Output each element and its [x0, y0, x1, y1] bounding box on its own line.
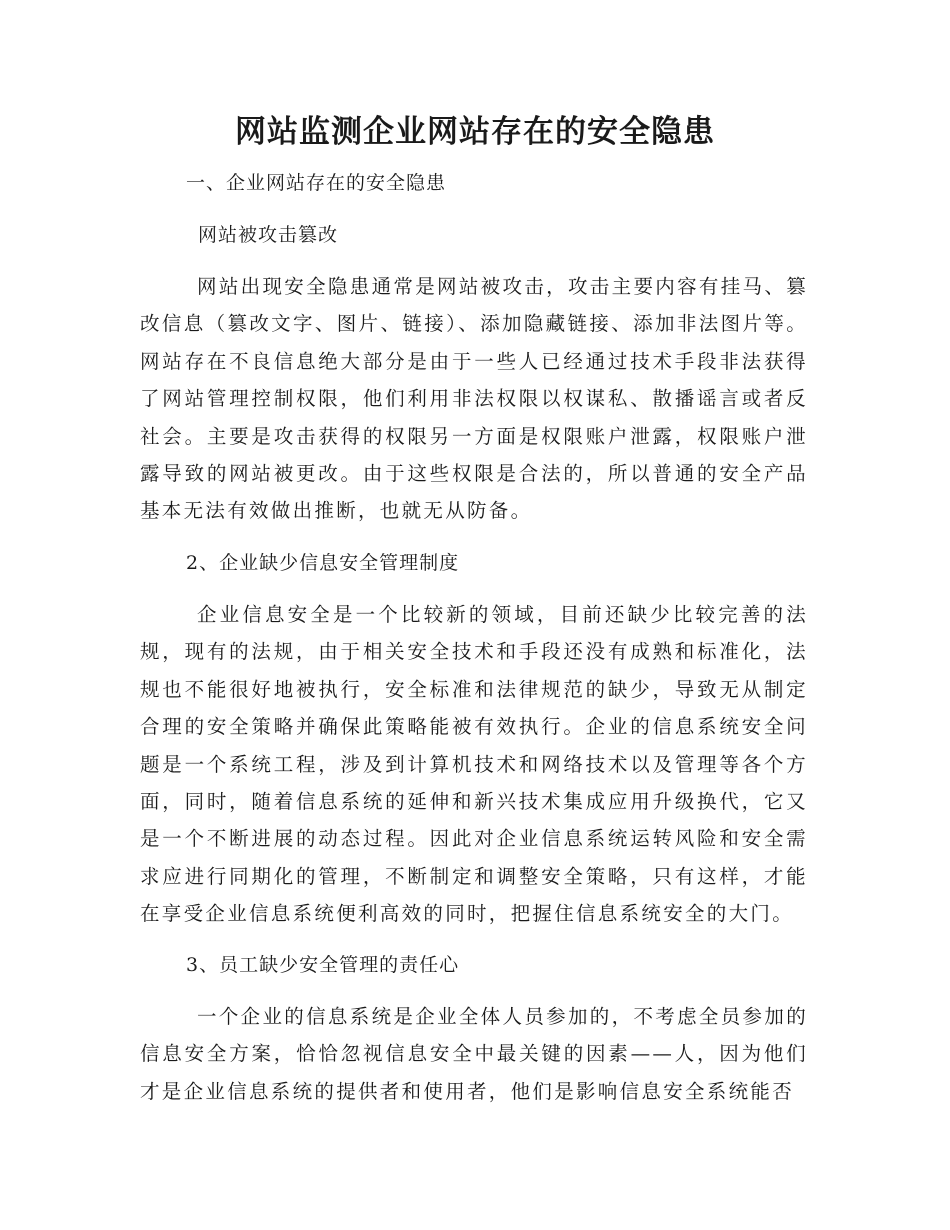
subsection-heading: 网站被攻击篡改: [198, 224, 339, 246]
section-heading-3: 3、员工缺少安全管理的责任心: [186, 954, 460, 976]
document-title: 网站监测企业网站存在的安全隐患: [235, 114, 715, 150]
section-heading-2: 2、企业缺少信息安全管理制度: [186, 552, 460, 574]
paragraph-2: 企业信息安全是一个比较新的领域，目前还缺少比较完善的法规，现有的法规，由于相关安全技术和手段还没有成熟和标准化，法规也不能很好地被执行，安全标准和法律规范的缺少，导致无从制定合理的安全策略并确保此策略能被有效执行。企业的信息系统安全问题是一个系统工程，涉及到计算机技术和网络技术以及管理等各个方面，同时，随着信息系统的延伸和新兴技术集成应用升级换代，它又是一个不断进展的动态过程。因此对企业信息系统运转风险和安全需求应进行同期化的管理，不断制定和调整安全策略，只有这样，才能在享受企业信息系统便利高效的同时，把握住信息系统安全的大门。: [140, 603, 808, 926]
paragraph-1: 网站出现安全隐患通常是网站被攻击，攻击主要内容有挂马、篡改信息（篡改文字、图片、链接）、添加隐藏链接、添加非法图片等。网站存在不良信息绝大部分是由于一些人已经通过技术手段非法获得了网站管理控制权限，他们利用非法权限以权谋私、散播谣言或者反社会。主要是攻击获得的权限另一方面是权限账户泄露，权限账户泄露导致的网站被更改。由于这些权限是合法的，所以普通的安全产品基本无法有效做出推断，也就无从防备。: [140, 275, 808, 523]
section-heading-1: 一、企业网站存在的安全隐患: [186, 172, 447, 194]
paragraph-3: 一个企业的信息系统是企业全体人员参加的，不考虑全员参加的信息安全方案，恰恰忽视信息安全中最关键的因素——人，因为他们才是企业信息系统的提供者和使用者，他们是影响信息安全系统能否: [140, 1005, 808, 1103]
